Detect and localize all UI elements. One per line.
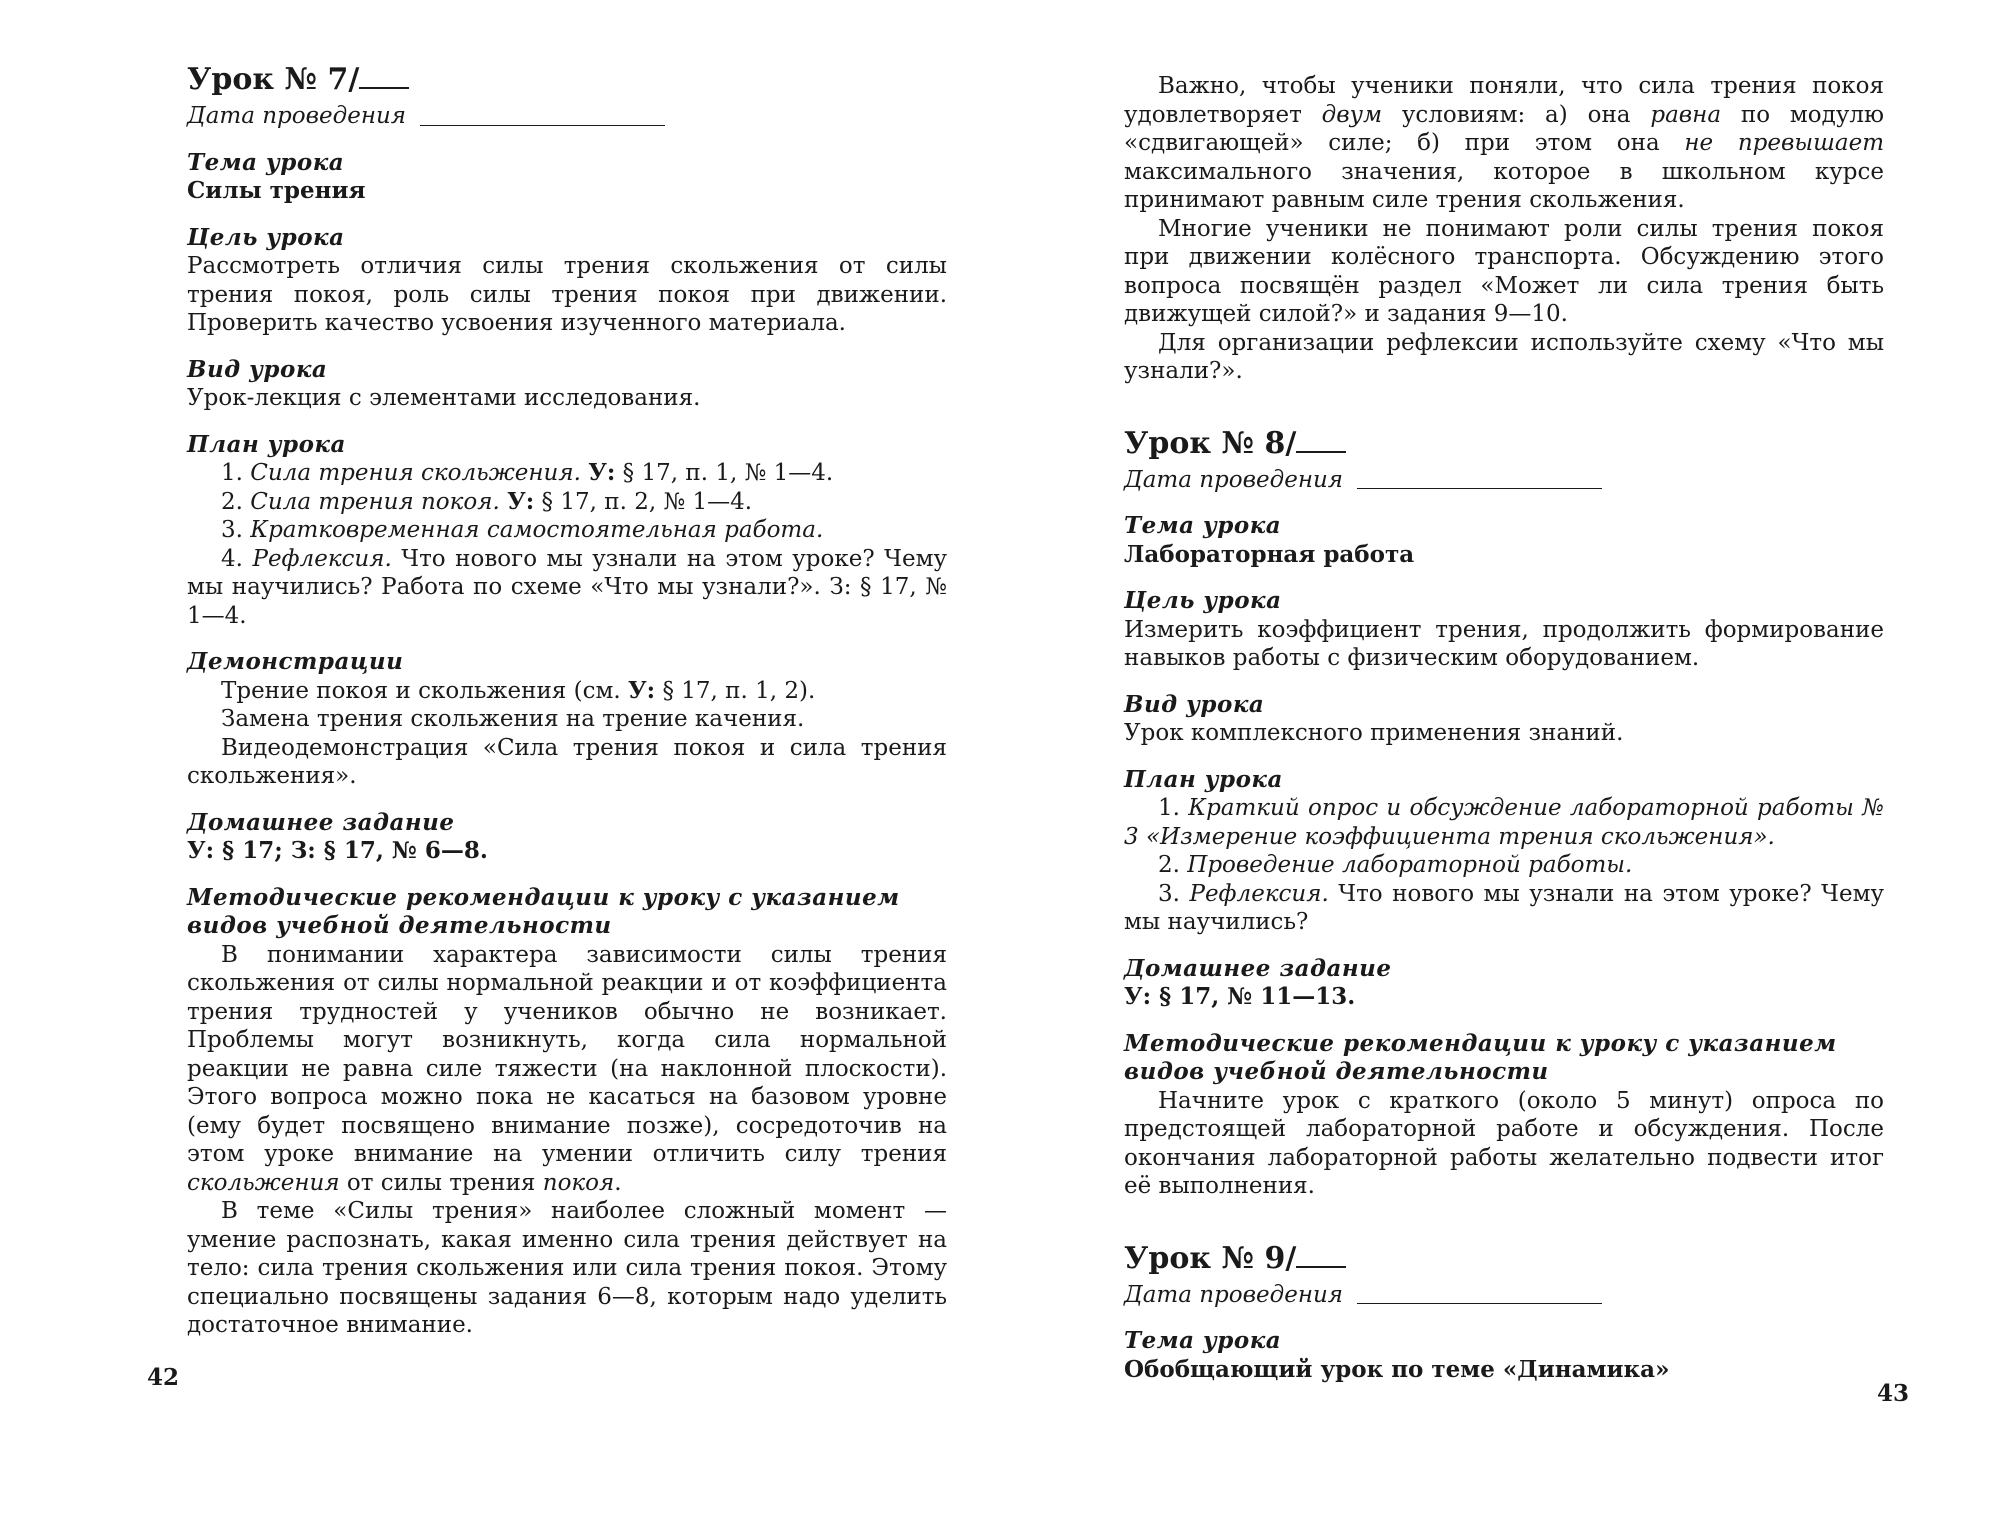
plan-item: 1. Сила трения скольжения. У: § 17, п. 1, № 1—4.: [221, 459, 834, 486]
demo-item: Замена трения скольжения на трение качения.: [221, 706, 805, 732]
goal-text: Измерить коэффициент трения, продолжить формирование навыков работы с физическим оборудованием.: [1124, 616, 1884, 671]
theme-text: Лабораторная работа: [1124, 540, 1415, 568]
lesson-number-blank: [1296, 429, 1346, 453]
method-paragraph: В теме «Силы трения» наиболее сложный момент — умение распознать, какая именно сила трения действует на тело: сила трения скольжения или сила трения покоя. Этому специально посвящены задания 6—8, которым надо уделить достаточное внимание.: [187, 1198, 947, 1338]
page-number-right: 43: [1877, 1380, 1910, 1407]
demo-item: Трение покоя и скольжения (см. У: § 17, п. 1, 2).: [221, 676, 816, 704]
theme-text: Силы трения: [187, 177, 366, 204]
date-label: Дата проведения: [187, 103, 407, 129]
theme-label: Тема урока: [1124, 512, 1282, 539]
goal-label: Цель урока: [1124, 587, 1282, 614]
type-text: Урок комплексного применения знаний.: [1124, 720, 1624, 746]
plan-item: 3. Рефлексия. Что нового мы узнали на этом уроке? Чему мы научились?: [1124, 880, 1884, 935]
demo-item: Видеодемонстрация «Сила трения покоя и сила трения скольжения».: [187, 734, 947, 789]
lesson-9-title: Урок № 9/: [1124, 1239, 1884, 1279]
right-page: [1124, 72, 1884, 1384]
left-page: [187, 60, 947, 1340]
homework-text: У: § 17, № 11—13.: [1124, 983, 1356, 1010]
type-label: Вид урока: [1124, 690, 1265, 718]
continuation-paragraph: Для организации рефлексии используйте схему «Что мы узнали?».: [1124, 329, 1884, 384]
plan-item: 2. Сила трения покоя. У: § 17, п. 2, № 1—4.: [221, 487, 753, 515]
plan-item: 1. Краткий опрос и обсуждение лабораторной работы № 3 «Измерение коэффициента трения скольжения».: [1124, 795, 1884, 850]
method-label: Методические рекомендации к уроку с указанием видов учебной деятельности: [187, 883, 900, 939]
date-blank-line: [1357, 1303, 1602, 1304]
date-row: [1124, 1281, 1884, 1310]
date-row: [1124, 466, 1884, 495]
homework-text: У: § 17; З: § 17, № 6—8.: [187, 837, 488, 864]
lesson-number-blank: [1296, 1244, 1346, 1268]
method-label: Методические рекомендации к уроку с указанием видов учебной деятельности: [1124, 1029, 1837, 1085]
date-label: Дата проведения: [1124, 1281, 1344, 1308]
plan-label: План урока: [187, 430, 346, 458]
lesson-number-blank: [359, 65, 409, 89]
plan-item: 3. Кратковременная самостоятельная работа.: [221, 517, 824, 543]
plan-item: 2. Проведение лабораторной работы.: [1158, 852, 1633, 878]
demo-label: Демонстрации: [187, 648, 404, 675]
goal-text: Рассмотреть отличия силы трения скольжения от силы трения покоя, роль силы трения покоя при движении. Проверить качество усвоения изученного материала.: [187, 253, 947, 336]
lesson-7-title: Урок № 7/: [187, 60, 947, 100]
method-paragraph: В понимании характера зависимости силы трения скольжения от силы нормальной реакции и от коэффициента трения трудностей у учеников обычно не возникает. Проблемы могут возникнуть, когда сила нормальной реакции не равна силе тяжести (на наклонной плоскости). Этого вопроса можно пока не касаться на базовом уровне (ему будет посвящено внимание позже), сосредоточив на этом уроке внимание на умении отличить силу трения скольжения от силы трения покоя.: [187, 941, 947, 1196]
type-text: Урок-лекция с элементами исследования.: [187, 385, 701, 411]
date-row: [187, 102, 947, 131]
lesson-8-title: Урок № 8/: [1124, 424, 1884, 464]
theme-label: Тема урока: [1124, 1327, 1282, 1354]
homework-label: Домашнее задание: [1124, 954, 1392, 982]
plan-item: 4. Рефлексия. Что нового мы узнали на этом уроке? Чему мы научились? Работа по схеме «Что мы узнали?». З: § 17, № 1—4.: [187, 545, 947, 629]
goal-label: Цель урока: [187, 223, 345, 251]
date-blank-line: [420, 125, 665, 126]
type-label: Вид урока: [187, 355, 328, 383]
continuation-paragraph: Важно, чтобы ученики поняли, что сила трения покоя удовлетворяет двум условиям: а) она равна по модулю «сдвигающей» силе; б) при этом она не превышает максимального значения, которое в школьном курсе принимают равным силе трения скольжения.: [1124, 73, 1885, 213]
date-blank-line: [1357, 488, 1602, 489]
page-number-left: 42: [147, 1364, 180, 1391]
homework-label: Домашнее задание: [187, 808, 455, 836]
date-label: Дата проведения: [1124, 466, 1344, 493]
theme-label: Тема урока: [187, 148, 345, 176]
theme-text: Обобщающий урок по теме «Динамика»: [1124, 1355, 1670, 1383]
continuation-paragraph: Многие ученики не понимают роли силы трения покоя при движении колёсного транспорта. Обсуждению этого вопроса посвящён раздел «Может ли сила трения быть движущей силой?» и задания 9—10.: [1124, 215, 1884, 327]
method-paragraph: Начните урок с краткого (около 5 минут) опроса по предстоящей лабораторной работе и обсуждения. После окончания лабораторной работы желательно подвести итог её выполнения.: [1124, 1087, 1884, 1199]
plan-label: План урока: [1124, 765, 1283, 793]
